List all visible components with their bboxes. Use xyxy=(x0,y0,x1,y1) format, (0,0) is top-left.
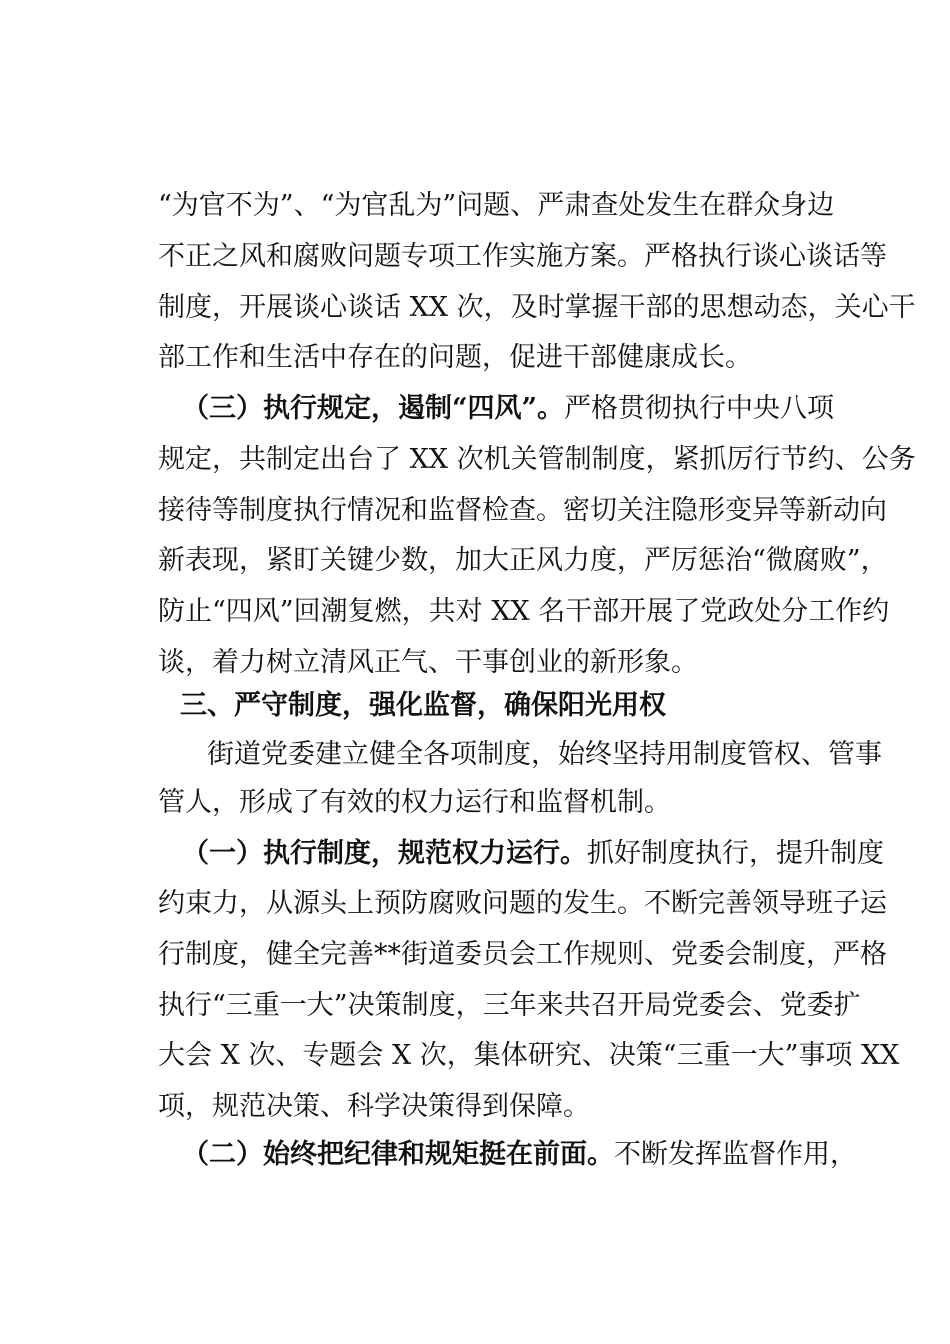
text-line-7: 接待等制度执行情况和监督检查。密切关注隐形变异等新动向 xyxy=(158,495,887,526)
text-line-1: “为官不为”、“为官乱为”问题、严肃查处发生在群众身边 xyxy=(158,190,835,221)
text-line-4: 部工作和生活中存在的问题，促进干部健康成长。 xyxy=(158,342,752,373)
text-line-9: 防止“四风”回潮复燃，共对 XX 名干部开展了党政处分工作约 xyxy=(158,596,890,627)
text-line-15: 约束力，从源头上预防腐败问题的发生。不断完善领导班子运 xyxy=(158,888,887,919)
subheading-1-continuation: 抓好制度执行，提升制度 xyxy=(587,838,884,869)
text-line-3: 制度，开展谈心谈话 XX 次，及时掌握干部的思想动态，关心干 xyxy=(158,292,916,323)
text-line-6: 规定，共制定出台了 XX 次机关管制制度，紧抓厉行节约、公务 xyxy=(158,444,916,475)
text-line-12: 街道党委建立健全各项制度，始终坚持用制度管权、管事 xyxy=(207,739,882,770)
text-line-17: 执行“三重一大”决策制度，三年来共召开局党委会、党委扩 xyxy=(158,990,861,1021)
subheading-3-continuation: 严格贯彻执行中央八项 xyxy=(564,393,835,424)
text-line-18: 大会 X 次、专题会 X 次，集体研究、决策“三重一大”事项 XX xyxy=(158,1040,900,1071)
subheading-line-1 xyxy=(182,834,884,874)
subheading-line-2 xyxy=(182,1135,862,1175)
subheading-2-continuation: 不断发挥监督作用， xyxy=(614,1139,857,1170)
text-line-13: 管人，形成了有效的权力运行和监督机制。 xyxy=(158,787,671,818)
text-line-8: 新表现，紧盯关键少数，加大正风力度，严厉惩治“微腐败”， xyxy=(158,545,888,576)
subheading-2: （二）始终把纪律和规矩挺在前面。 xyxy=(182,1139,614,1170)
text-line-16: 行制度，健全完善**街道委员会工作规则、党委会制度，严格 xyxy=(158,939,887,970)
text-line-19: 项，规范决策、科学决策得到保障。 xyxy=(158,1091,590,1122)
text-line-10: 谈，着力树立清风正气、干事创业的新形象。 xyxy=(158,647,698,678)
text-line-2: 不正之风和腐败问题专项工作实施方案。严格执行谈心谈话等 xyxy=(158,241,887,272)
subheading-3: （三）执行规定，遏制“四风”。 xyxy=(182,393,565,424)
subheading-1: （一）执行制度，规范权力运行。 xyxy=(182,838,587,869)
subheading-line-3 xyxy=(182,389,862,429)
section-heading-3: 三、严守制度，强化监督，确保阳光用权 xyxy=(180,690,666,721)
